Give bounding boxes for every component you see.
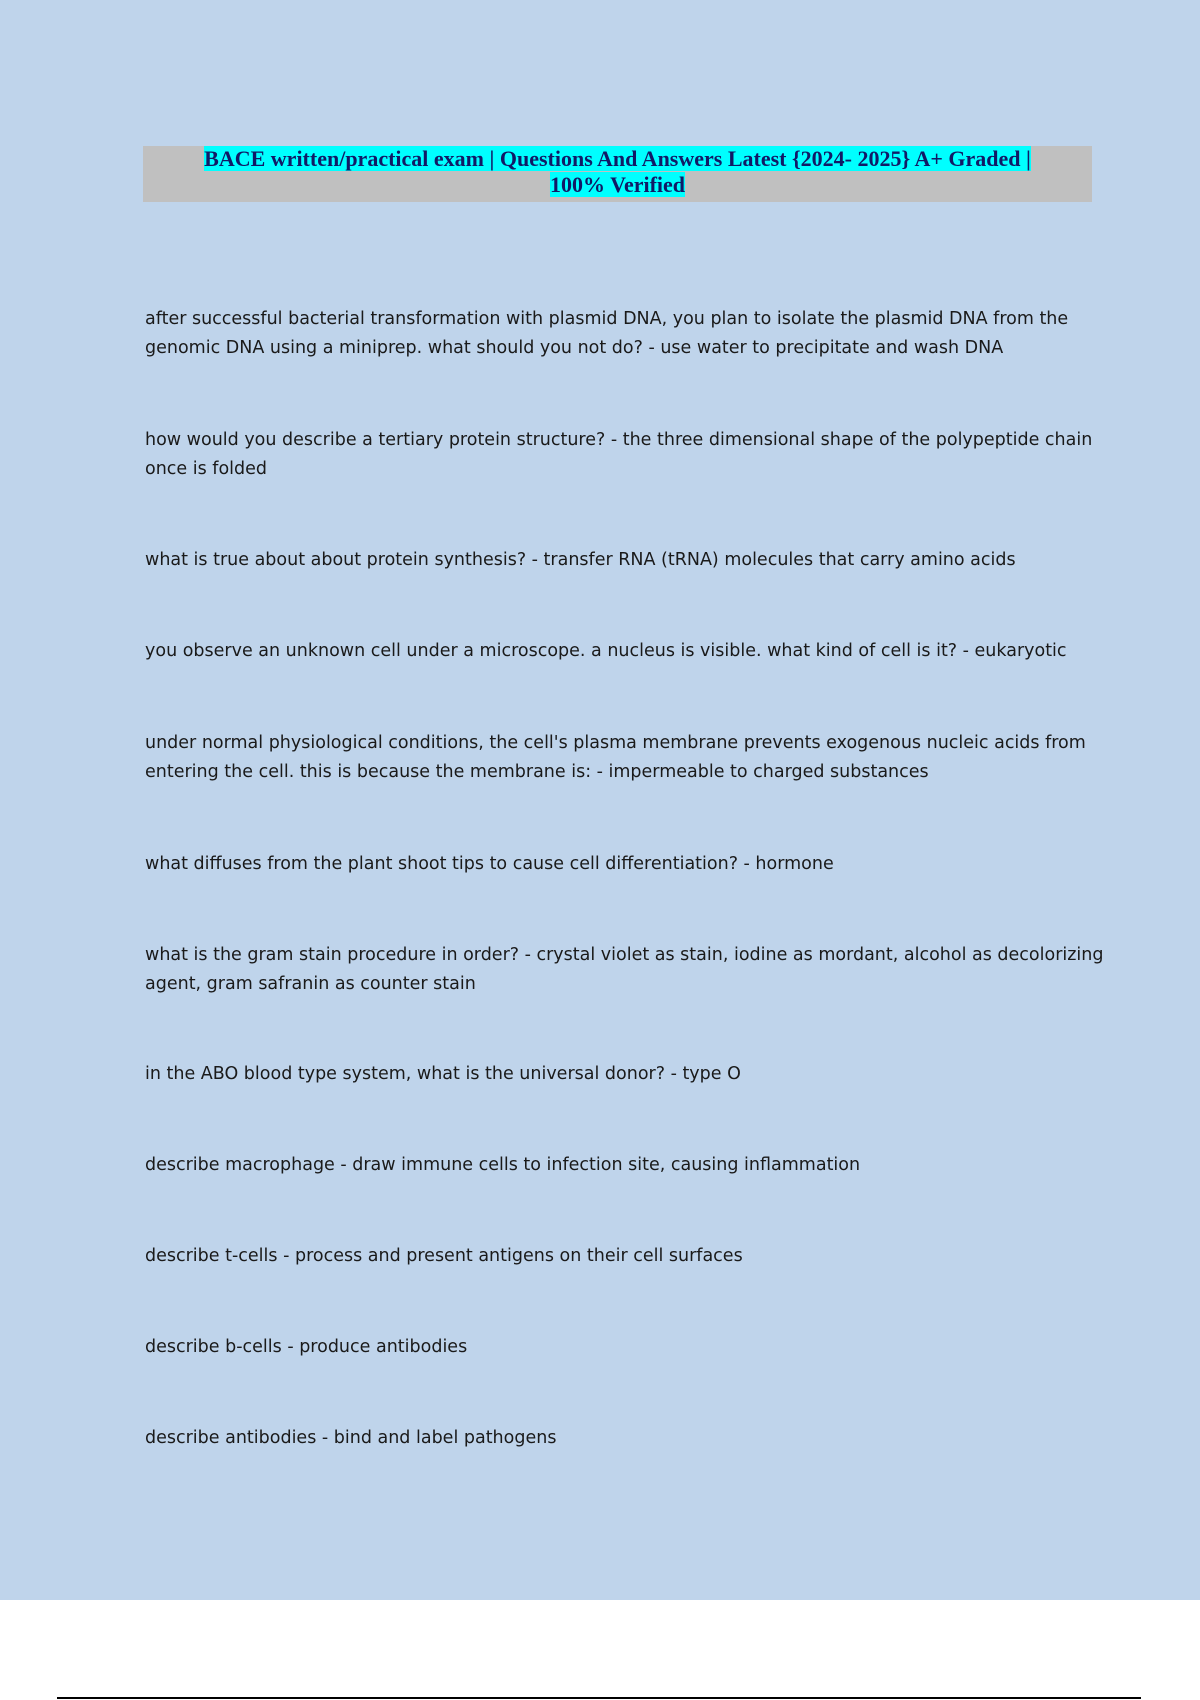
qa-item: what diffuses from the plant shoot tips to cause cell differentiation? - hormone [145, 854, 834, 874]
document-title [143, 146, 1092, 202]
qa-item: you observe an unknown cell under a microscope. a nucleus is visible. what kind of cell is it? - eukaryotic [145, 641, 1067, 661]
qa-item: under normal physiological conditions, the cell's plasma membrane prevents exogenous nucleic acids from entering the cell. this is because the membrane is: - impermeable to charged substances [145, 733, 1086, 782]
title-line-1: BACE written/practical exam | Questions And Answers Latest {2024- 2025} A+ Graded | [204, 146, 1031, 171]
qa-item: describe macrophage - draw immune cells to infection site, causing inflammation [145, 1155, 861, 1175]
qa-item: describe b-cells - produce antibodies [145, 1337, 468, 1357]
qa-item: describe antibodies - bind and label pathogens [145, 1428, 557, 1448]
qa-item: how would you describe a tertiary protein structure? - the three dimensional shape of the polypeptide chain once is folded [145, 430, 1093, 479]
title-line-2: 100% Verified [549, 172, 686, 197]
qa-item: what is the gram stain procedure in order? - crystal violet as stain, iodine as mordant, alcohol as decolorizing agent, gram safranin as counter stain [145, 945, 1104, 994]
qa-item: describe t-cells - process and present antigens on their cell surfaces [145, 1246, 743, 1266]
qa-item: after successful bacterial transformation with plasmid DNA, you plan to isolate the plasmid DNA from the genomic DNA using a miniprep. what should you not do? - use water to precipitate and wash DNA [145, 309, 1069, 358]
qa-item: in the ABO blood type system, what is the universal donor? - type O [145, 1064, 741, 1084]
qa-item: what is true about about protein synthesis? - transfer RNA (tRNA) molecules that carry amino acids [145, 550, 1016, 570]
footer-divider [57, 1697, 1141, 1699]
